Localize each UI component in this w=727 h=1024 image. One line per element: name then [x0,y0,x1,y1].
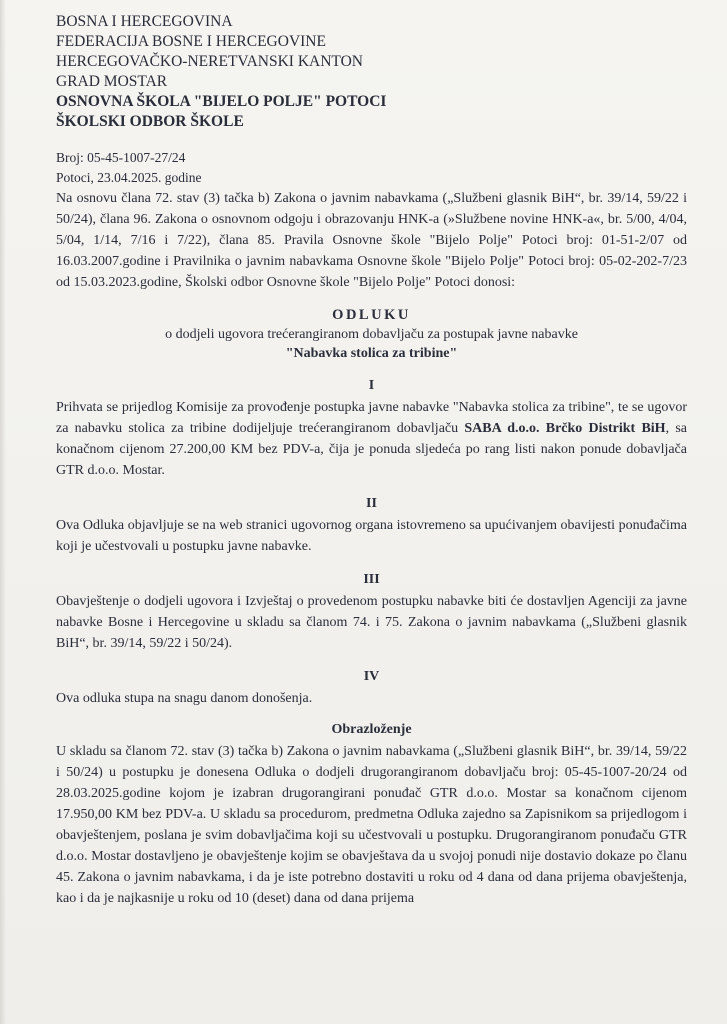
legal-basis-paragraph: Na osnovu člana 72. stav (3) tačka b) Zakona o javnim nabavkama („Službeni glasnik BiH“, br. 39/14, 59/22 i 50/24), člana 96. Zakona o osnovnom odgoju i obrazovanju HNK-a (»Službene novine HNK-a«, br. 5/00, 4/04, 5/04, 1/14, 7/16 i 7/22), člana 85. Pravila Osnovne škole "Bijelo Polje" Potoci broj: 01-51-2/07 od 16.03.2007.godine i Pravilnika o javnim nabavkama Osnovne škole "Bijelo Polje" Potoci broj: 05-02-202-7/23 od 15.03.2023.godine, Školski odbor Osnovne škole "Bijelo Polje" Potoci donosi: [56,191,687,290]
section-number-4: IV [363,669,380,684]
letterhead [56,12,687,132]
section-4-paragraph: Ova odluka stupa na snagu danom donošenja. [56,691,313,706]
section-3-paragraph: Obavještenje o dodjeli ugovora i Izvještaj o provedenom postupku nabavke biti će dostavljen Agenciji za javne nabavke Bosne i Hercegovine u skladu sa članom 74. i 75. Zakona o javnim nabavkama („Službeni glasnik BiH“, br. 39/14, 59/22 i 50/24). [56,594,687,651]
section-number-2: II [366,496,377,511]
document-number: Broj: 05-45-1007-27/24 [56,150,186,165]
decision-subtitle: o dodjeli ugovora trećerangiranom dobavljaču za postupak javne nabavke [165,327,578,342]
page-edge-shadow [0,0,6,1024]
header-school: OSNOVNA ŠKOLA "BIJELO POLJE" POTOCI [56,93,387,110]
header-board: ŠKOLSKI ODBOR ŠKOLE [56,113,244,130]
decision-title: ODLUKU [332,307,411,323]
section-2-paragraph: Ova Odluka objavljuje se na web stranici ugovornog organa istovremeno sa upućivanjem obavijesti ponuđačima koji je učestvovali u postupku javne nabavke. [56,518,687,554]
header-city: GRAD MOSTAR [56,73,168,90]
decision-subject: "Nabavka stolica za tribine" [285,346,458,361]
reasoning-paragraph: U skladu sa članom 72. stav (3) tačka b) Zakona o javnim nabavkama („Službeni glasnik BiH“, br. 39/14, 59/22 i 50/24) u postupku je donesena Odluka o dodjeli drugorangiranom dobavljaču broj: 05-45-1007-20/24 od 28.03.2025.godine kojom je izabran drugorangirani ponuđač GTR d.o.o. Mostar sa konačnom cijenom 17.950,00 KM bez PDV-a. U skladu sa procedurom, predmetna Odluka zajedno sa Zapisnikom sa prijedlogom i obavještenjem, poslana je svim dobavljačima koji su učestvovali u postupku. Drugorangiranom ponuđaču GTR d.o.o. Mostar dostavljeno je obavještenje kojim se obavještava da u svojoj ponudi nije dostavio dokaze po članu 45. Zakona o javnim nabavkama, i da je iste potrebno dostaviti u roku od 4 dana od dana prijema obavještenja, kao i da je najkasnije u roku od 10 (deset) dana od dana prijema [56,744,687,906]
section-number-1: I [368,378,375,393]
header-federation: FEDERACIJA BOSNE I HERCEGOVINE [56,33,326,50]
section-1-paragraph [56,397,687,481]
reasoning-heading: Obrazloženje [331,722,412,737]
header-country: BOSNA I HERCEGOVINA [56,13,233,30]
document-place-date: Potoci, 23.04.2025. godine [56,170,202,185]
document-meta [56,148,687,188]
section-1-text-after: , sa konačnom cijenom 27.200,00 KM bez PDV-a, čija je ponuda sljedeća po rang listi nakon ponude dobavljača GTR d.o.o. Mostar. [56,421,687,478]
decision-title-block [56,305,687,363]
section-1-text-before: Prihvata se prijedlog Komisije za provođenje postupka javne nabavke "Nabavka stolica za tribine", te se ugovor za nabavku stolica za tribine dodijeljuje trećerangiranom dobavljaču [56,400,687,436]
section-number-3: III [363,572,380,587]
section-1-supplier: SABA d.o.o. Brčko Distrikt BiH [464,421,666,436]
header-canton: HERCEGOVAČKO-NERETVANSKI KANTON [56,53,363,70]
